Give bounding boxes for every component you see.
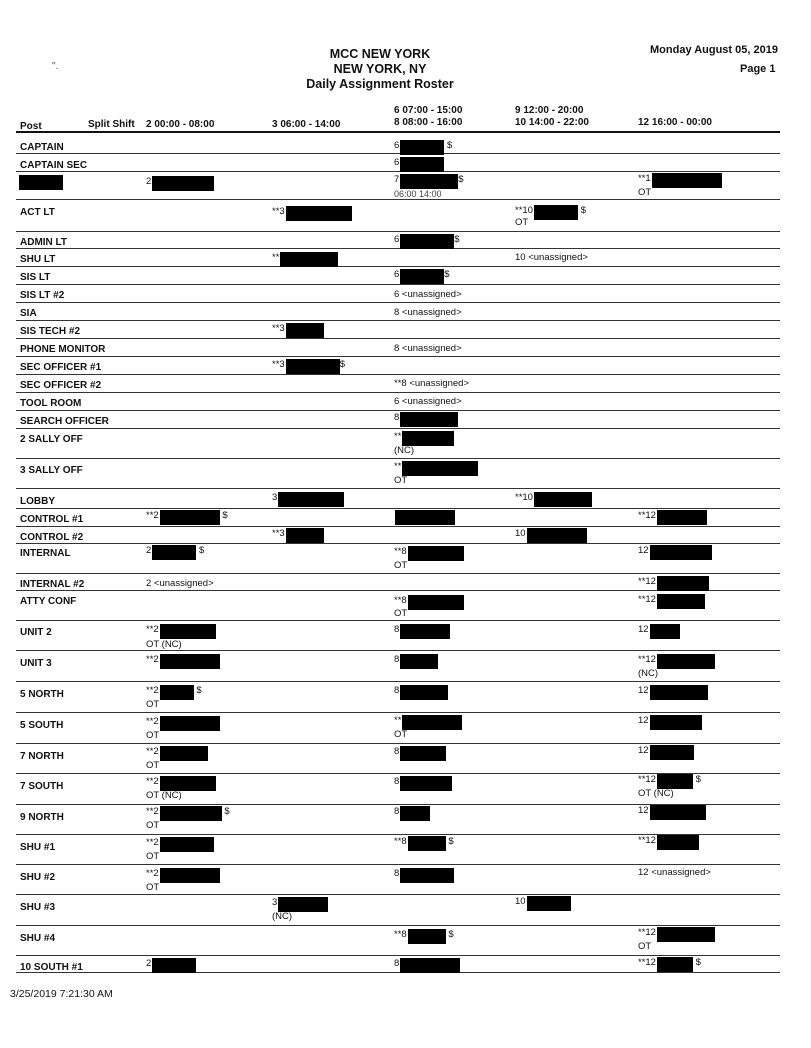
shift-time-note: 06:00 14:00	[394, 189, 442, 199]
post-label: 5 SOUTH	[20, 720, 64, 731]
assignment-cell: 12	[638, 545, 712, 560]
assignment-cell: **1	[638, 173, 722, 188]
nc-note: (NC)	[394, 445, 415, 456]
post-label: SHU #1	[20, 842, 56, 853]
post-label: SIA	[20, 308, 37, 319]
ot-note: OT	[394, 729, 408, 740]
post-label: INTERNAL #2	[20, 579, 85, 590]
ot-note: OT (NC)	[638, 788, 674, 799]
post-label: SEC OFFICER #2	[20, 380, 102, 391]
row-divider	[16, 392, 780, 393]
post-label: PHONE MONITOR	[20, 344, 106, 355]
assignment-cell: 2 $	[146, 545, 204, 560]
assignment-cell: **2	[146, 746, 208, 761]
assignment-cell	[394, 510, 455, 525]
assignment-cell: 7 $	[394, 174, 464, 189]
assignment-cell: **8 $	[394, 929, 454, 944]
row-divider	[16, 573, 780, 574]
assignment-cell: **8 $	[394, 836, 454, 851]
post-label: 3 SALLY OFF	[20, 465, 83, 476]
assignment-cell: **8	[394, 546, 464, 561]
post-label: CONTROL #1	[20, 514, 84, 525]
post-label: 10 SOUTH #1	[20, 962, 83, 973]
post-label: CAPTAIN SEC	[20, 160, 88, 171]
ot-note: OT	[638, 187, 652, 198]
assignment-cell: 3	[272, 897, 328, 912]
col-shift-2: 2 00:00 - 08:00	[146, 119, 215, 130]
assignment-cell: **2	[146, 837, 214, 852]
row-divider	[16, 712, 780, 713]
col-post: Post	[20, 121, 42, 132]
col-shift-12: 12 16:00 - 00:00	[638, 117, 712, 128]
col-shift-8: 8 08:00 - 16:00	[394, 117, 463, 128]
col-shift-3: 3 06:00 - 14:00	[272, 119, 341, 130]
ot-note: OT (NC)	[146, 790, 182, 801]
assignment-cell: 12	[638, 805, 706, 820]
ot-note: OT	[146, 820, 160, 831]
post-label: 2 SALLY OFF	[20, 434, 83, 445]
assignment-cell: 12	[638, 715, 702, 730]
assignment-cell: **12	[638, 594, 705, 609]
col-shift-9: 9 12:00 - 20:00	[515, 105, 584, 116]
row-divider	[16, 302, 780, 303]
assignment-cell: **10	[515, 492, 592, 507]
assignment-cell: **3	[272, 323, 324, 338]
assignment-cell: 6 <unassigned>	[394, 396, 462, 407]
post-label: TOOL ROOM	[20, 398, 82, 409]
assignment-cell: 6 $	[394, 269, 450, 284]
row-divider	[16, 894, 780, 895]
assignment-cell: **3	[272, 528, 324, 543]
assignment-cell: 8	[394, 412, 458, 427]
assignment-cell: **12	[638, 576, 709, 591]
assignment-cell: **3	[272, 206, 352, 221]
assignment-cell: 6 $	[394, 140, 452, 155]
assignment-cell: **2	[146, 716, 220, 731]
assignment-cell: 6 $	[394, 234, 460, 249]
assignment-cell: 8	[394, 776, 452, 791]
assignment-cell: **12 $	[638, 957, 701, 972]
assignment-cell: 10	[515, 528, 587, 543]
roster-date: Monday August 05, 2019	[650, 44, 778, 56]
assignment-cell: **2	[146, 624, 216, 639]
assignment-cell: **3 $	[272, 359, 345, 374]
row-divider	[16, 320, 780, 321]
assignment-cell: 8	[394, 868, 454, 883]
post-label: SHU LT	[20, 254, 56, 265]
assignment-cell: 12	[638, 685, 708, 700]
post-label: ATTY CONF	[20, 596, 77, 607]
post-label: 9 NORTH	[20, 812, 64, 823]
post-label: CONTROL #2	[20, 532, 84, 543]
row-divider	[16, 231, 780, 232]
assignment-cell: 10	[515, 896, 571, 911]
post-label: LOBBY	[20, 496, 55, 507]
assignment-cell: **	[272, 252, 338, 267]
facility-location: NEW YORK, NY	[333, 62, 427, 76]
page-number: Page 1	[740, 63, 776, 75]
header-divider	[16, 131, 780, 133]
post-label: SHU #2	[20, 872, 56, 883]
assignment-cell: 2 <unassigned>	[146, 578, 214, 589]
row-divider	[16, 374, 780, 375]
page-title: Daily Assignment Roster	[306, 77, 454, 91]
corner-mark: ".	[52, 61, 59, 72]
post-label: SIS LT #2	[20, 290, 65, 301]
row-divider	[16, 338, 780, 339]
row-divider	[16, 681, 780, 682]
assignment-cell: 8	[394, 685, 448, 700]
row-divider	[16, 620, 780, 621]
row-divider	[16, 410, 780, 411]
facility-name: MCC NEW YORK	[329, 47, 431, 61]
assignment-cell: **2 $	[146, 806, 230, 821]
assignment-cell: 12	[638, 745, 694, 760]
assignment-cell: 12 <unassigned>	[638, 867, 711, 878]
assignment-cell: **12 $	[638, 774, 701, 789]
assignment-cell: 2	[146, 176, 214, 191]
row-divider	[16, 458, 780, 459]
print-timestamp: 3/25/2019 7:21:30 AM	[10, 988, 113, 1000]
assignment-cell: 12	[638, 624, 680, 639]
post-label: SEARCH OFFICER	[20, 416, 109, 427]
assignment-cell: **2 $	[146, 685, 202, 700]
assignment-cell: 8 <unassigned>	[394, 307, 462, 318]
row-divider	[16, 526, 780, 527]
col-shift-6: 6 07:00 - 15:00	[394, 105, 463, 116]
ot-note: OT	[146, 882, 160, 893]
nc-note: (NC)	[638, 668, 659, 679]
assignment-cell: **12	[638, 835, 699, 850]
post-label: ADMIN LT	[20, 237, 68, 248]
ot-note: OT	[394, 608, 408, 619]
row-divider	[16, 955, 780, 956]
assignment-cell: 3	[272, 492, 344, 507]
assignment-cell: 6	[394, 157, 444, 172]
post-label: SHU #4	[20, 933, 56, 944]
assignment-cell: **12	[638, 510, 707, 525]
assignment-cell: 8	[394, 746, 446, 761]
assignment-cell: 8	[394, 958, 460, 973]
row-divider	[16, 925, 780, 926]
row-divider	[16, 743, 780, 744]
assignment-cell: 8	[394, 806, 430, 821]
assignment-cell: **2	[146, 868, 220, 883]
assignment-cell: **8	[394, 595, 464, 610]
ot-note: OT	[146, 699, 160, 710]
redaction-bar	[19, 175, 63, 190]
ot-note: OT	[146, 760, 160, 771]
assignment-cell: **12	[638, 927, 715, 942]
post-label: INTERNAL	[20, 548, 71, 559]
post-label: 7 SOUTH	[20, 781, 64, 792]
post-label-redacted	[18, 175, 63, 193]
assignment-cell: 10 <unassigned>	[515, 252, 588, 263]
row-divider	[16, 864, 780, 865]
assignment-cell: 6 <unassigned>	[394, 289, 462, 300]
post-label: SIS TECH #2	[20, 326, 81, 337]
assignment-cell: **	[394, 431, 454, 446]
row-divider	[16, 488, 780, 489]
post-label: 7 NORTH	[20, 751, 64, 762]
post-label: 5 NORTH	[20, 689, 64, 700]
row-divider	[16, 284, 780, 285]
assignment-cell: **	[394, 461, 478, 476]
nc-note: (NC)	[272, 911, 293, 922]
post-label: SEC OFFICER #1	[20, 362, 102, 373]
assignment-cell: 2	[146, 958, 196, 973]
assignment-cell: **2	[146, 776, 216, 791]
assignment-cell: **2	[146, 654, 220, 669]
row-divider	[16, 508, 780, 509]
row-divider	[16, 266, 780, 267]
ot-note: OT (NC)	[146, 639, 182, 650]
ot-note: OT	[146, 730, 160, 741]
post-label: ACT LT	[20, 207, 55, 218]
assignment-cell: 8 <unassigned>	[394, 343, 462, 354]
row-divider	[16, 356, 780, 357]
post-label: UNIT 2	[20, 627, 52, 638]
post-label: CAPTAIN	[20, 142, 64, 153]
assignment-cell: 8	[394, 654, 438, 669]
col-split-shift: Split Shift	[88, 119, 135, 130]
ot-note: OT	[515, 217, 529, 228]
row-divider	[16, 543, 780, 544]
assignment-cell: **12	[638, 654, 715, 669]
ot-note: OT	[638, 941, 652, 952]
ot-note: OT	[394, 560, 408, 571]
col-shift-10: 10 14:00 - 22:00	[515, 117, 589, 128]
post-label: SHU #3	[20, 902, 56, 913]
assignment-cell: **10 $	[515, 205, 586, 220]
ot-note: OT	[146, 851, 160, 862]
assignment-cell: **	[394, 715, 462, 730]
row-divider	[16, 428, 780, 429]
post-label: UNIT 3	[20, 658, 52, 669]
post-label: SIS LT	[20, 272, 51, 283]
row-divider	[16, 650, 780, 651]
assignment-cell: 8	[394, 624, 450, 639]
assignment-cell: **8 <unassigned>	[394, 378, 470, 389]
assignment-cell: **2 $	[146, 510, 228, 525]
ot-note: OT	[394, 475, 408, 486]
